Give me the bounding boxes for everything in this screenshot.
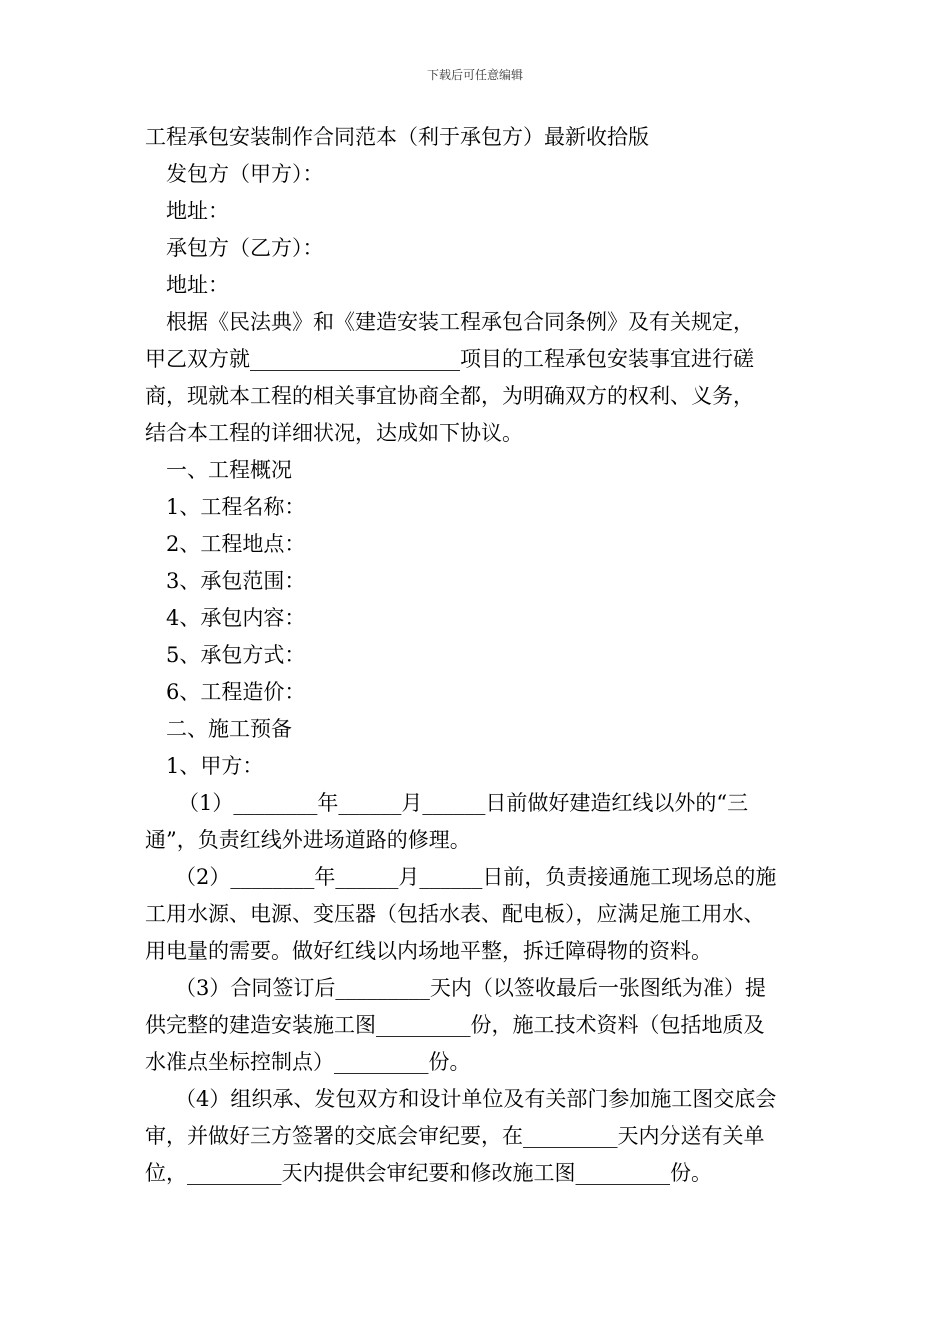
section-1-item: 6、工程造价： bbox=[166, 680, 306, 704]
clause-4-line: 位，_________天内提供会审纪要和修改施工图_________份。 bbox=[145, 1161, 712, 1185]
section-2-subheading: 1、甲方： bbox=[166, 754, 264, 778]
clause-4-line: 审，并做好三方签署的交底会审纪要，在_________天内分送有关单 bbox=[145, 1124, 765, 1148]
party-b-address: 地址： bbox=[166, 273, 229, 297]
party-a-address: 地址： bbox=[166, 199, 229, 223]
section-2-heading: 二、施工预备 bbox=[166, 717, 292, 741]
intro-line: 商，现就本工程的相关事宜协商全都，为明确双方的权利、义务， bbox=[145, 384, 754, 408]
clause-2-line: （2）________年______月______日前，负责接通施工现场总的施 bbox=[175, 865, 777, 889]
clause-2-line: 用电量的需要。做好红线以内场地平整，拆迁障碍物的资料。 bbox=[145, 939, 712, 963]
section-1-item: 1、工程名称： bbox=[166, 495, 306, 519]
clause-3-line: 供完整的建造安装施工图_________份，施工技术资料（包括地质及 bbox=[145, 1013, 765, 1037]
clause-3-line: （3）合同签订后_________天内（以签收最后一张图纸为准）提 bbox=[175, 976, 766, 1000]
intro-line: 甲乙双方就____________________项目的工程承包安装事宜进行磋 bbox=[145, 347, 754, 371]
section-1-item: 4、承包内容： bbox=[166, 606, 306, 630]
clause-1-line: 通”，负责红线外进场道路的修理。 bbox=[145, 828, 471, 852]
intro-line: 结合本工程的详细状况，达成如下协议。 bbox=[145, 421, 523, 445]
page-header-note: 下载后可任意编辑 bbox=[426, 68, 523, 82]
clause-1-line: （1）________年______月______日前做好建造红线以外的“三 bbox=[178, 791, 749, 815]
clause-3-line: 水准点坐标控制点）_________份。 bbox=[145, 1050, 471, 1074]
clause-4-line: （4）组织承、发包双方和设计单位及有关部门参加施工图交底会 bbox=[175, 1087, 777, 1111]
intro-line: 根据《民法典》和《建造安装工程承包合同条例》及有关规定， bbox=[166, 310, 754, 334]
party-b-label: 承包方（乙方）： bbox=[166, 236, 324, 260]
section-1-item: 3、承包范围： bbox=[166, 569, 306, 593]
section-1-item: 5、承包方式： bbox=[166, 643, 306, 667]
section-1-item: 2、工程地点： bbox=[166, 532, 306, 556]
document-title: 工程承包安装制作合同范本（利于承包方）最新收拾版 bbox=[145, 125, 649, 149]
section-1-heading: 一、工程概况 bbox=[166, 458, 292, 482]
clause-2-line: 工用水源、电源、变压器（包括水表、配电板），应满足施工用水、 bbox=[145, 902, 765, 926]
party-a-label: 发包方（甲方）： bbox=[166, 162, 324, 186]
contract-document bbox=[145, 119, 825, 1192]
